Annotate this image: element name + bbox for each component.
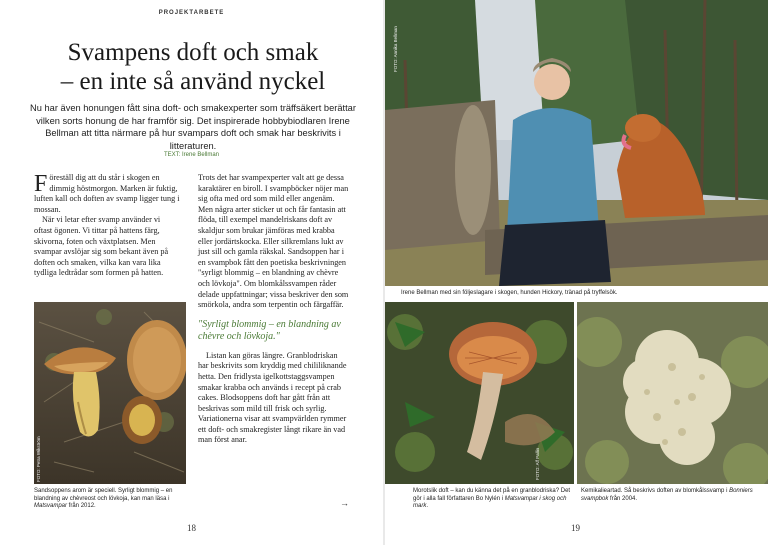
- pull-quote: "Syrligt blommig – en blandning av chèvre och lövkoja.": [198, 318, 341, 342]
- paragraph-4: Listan kan göras längre. Granblodriskan har beskrivits som kryddig med chililiknande hetta. Den fridlysta igelkottstaggsvampen smakar krabba och används i recept på crab cakes. Blodsoppens doft har gått från att beskrivas som mild till frisk och syrlig. Variationerna visar att svampvärlden rymmer ett doft- och smakregister långt rikare än vad man först anar.: [198, 350, 347, 445]
- granblodriska-caption-end: .: [426, 503, 429, 509]
- title-line-1: Svampens doft och smak: [67, 39, 319, 66]
- granblodriska-caption: [413, 488, 571, 511]
- granblodriska-credit: FOTO: Alf Pallin: [535, 447, 540, 480]
- blomkalssvamp-caption: [581, 488, 763, 503]
- left-page: [0, 0, 383, 545]
- article-title: [18, 38, 368, 96]
- drop-cap: F: [34, 171, 48, 197]
- blomkalssvamp-photo: [577, 302, 768, 484]
- granblodriska-photo: [385, 302, 574, 484]
- granblodriska-caption-source: Matsvampar i skog och mark: [413, 495, 567, 509]
- blomkalssvamp-caption-text: Kemikalieartad. Så beskrivs doften av blomkålssvamp i: [581, 488, 730, 494]
- lead-paragraph: Nu har även honungen fått sina doft- och smakexperter som träffsäkert berättar vilken sorts honung de har framför sig. Det inspirerade hobbybiodlaren Irene Bellman att titta närmare på hur svampars doft och smak har beskrivits i litteraturen.: [30, 103, 356, 151]
- caption-text: Sandsoppens arom är speciell. Syrligt blommig – en blandning av chèvreost och lövkoja, kan man läsa i: [34, 488, 173, 502]
- portrait-photo-credit: FOTO: Annika Bellman: [393, 26, 398, 72]
- byline: TEXT: Irene Bellman: [163, 152, 220, 158]
- title-line-2: – en inte så använd nyckel: [60, 68, 326, 95]
- section-label: PROJEKTARBETE: [158, 10, 225, 16]
- right-page: [385, 0, 768, 545]
- paragraph-3: Trots det har svampexperter valt att ge dessa karaktärer en biroll. I svampböcker nöjer man sig ofta med ord som mild eller angenäm. Men några arter sticker ut och får fantasin att flöda, till exempel mandelriskans doft av skaldjur som brukar jämföras med krabba eller jordärtskocka. Eller silkremlans lukt av just sill och gamla räkskal. Sandsoppen har i en svampbok fått den poetiska beskrivningen "syrligt blommig – en blandning av chèvre och lövkoja". Om blomkålssvampen råder delade uppfattningar; vissa beskriver den som smörkola, andra som terpentin och färgaffär.: [198, 173, 349, 310]
- portrait-photo: [385, 0, 768, 286]
- continue-arrow-icon: →: [340, 498, 349, 508]
- granblodriska-caption-text: Morotslik doft – kan du känna det på en granblodriska? Det gör i alla fall författaren Bo Nylén i: [413, 488, 571, 502]
- text-column-2: [198, 173, 350, 446]
- blomkalssvamp-caption-source: Bonniers svampbok: [581, 488, 753, 502]
- paragraph-2: När vi letar efter svamp använder vi oftast ögonen. Vi tittar på hattens färg, skivorna, foten och växtplatsen. Men svampar avslöjar sig som bekant även på doften och smaken, vilka kan vara lika tydliga ledtrådar som formen på hatten.: [34, 215, 169, 278]
- page-number: 18: [187, 523, 196, 533]
- sandsopp-photo: [34, 302, 186, 484]
- text-column-1: [34, 173, 180, 279]
- caption-end: från 2012.: [67, 503, 96, 509]
- paragraph-1-text: öreställ dig att du står i skogen en dimmig höstmorgon. Marken är fuktig, luften kall och doften av svamp ligger tung i mossan.: [34, 173, 180, 214]
- page-number: 19: [571, 523, 580, 533]
- paragraph-1: [34, 173, 180, 215]
- photo-caption: [34, 488, 186, 511]
- portrait-caption: Irene Bellman med sin följeslagare i skogen, hunden Hickory, tränad på tryffelsök.: [401, 290, 618, 296]
- blomkalssvamp-caption-end: från 2004.: [608, 495, 638, 502]
- caption-source: Matsvampar: [34, 503, 68, 509]
- photo-credit: FOTO: Petra Wikström: [36, 436, 41, 482]
